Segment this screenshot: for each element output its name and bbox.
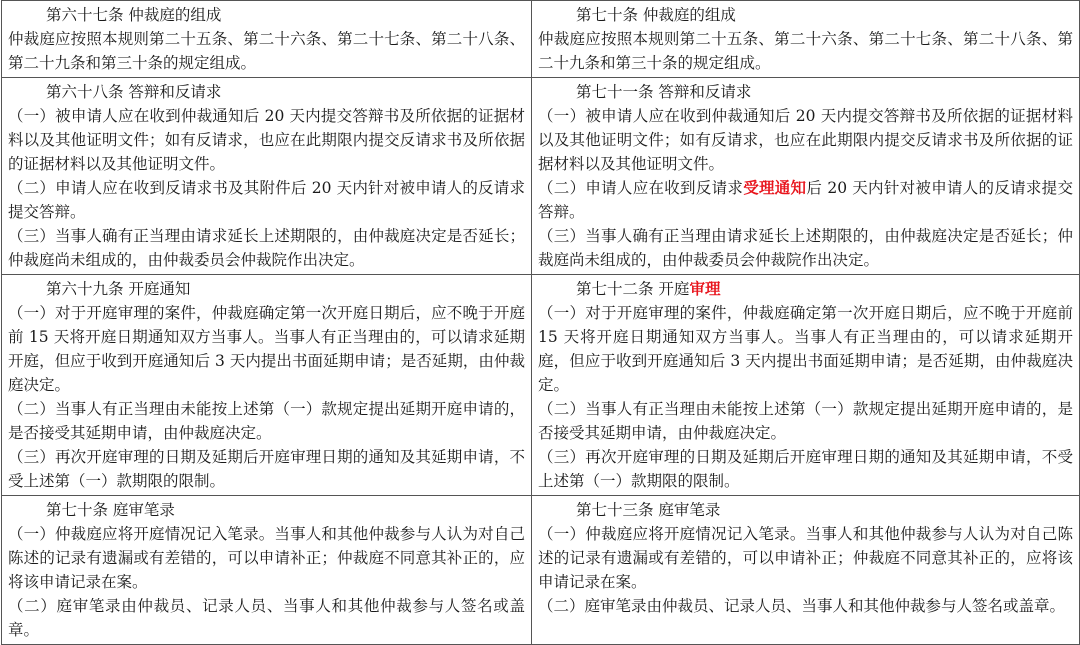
- article-title: 第七十条 庭审笔录: [46, 501, 175, 519]
- article-paragraph: （一）对于开庭审理的案件，仲裁庭确定第一次开庭日期后，应不晚于开庭前 15 天将开庭日期通知双方当事人。当事人有正当理由的，可以请求延期开庭，但应于收到开庭通知后 3 天内提出书面延期申请；是否延期，由仲裁庭决定。: [8, 304, 525, 394]
- article-paragraph: （二）庭审笔录由仲裁员、记录人员、当事人和其他仲裁参与人签名或盖章。: [8, 597, 525, 639]
- rules-comparison-table: [1, 0, 1080, 645]
- article-paragraph: 仲裁庭应按照本规则第二十五条、第二十六条、第二十七条、第二十八条、第二十九条和第三十条的规定组成。: [538, 30, 1073, 72]
- article-paragraph: （二）当事人有正当理由未能按上述第（一）款规定提出延期开庭申请的，是否接受其延期申请，由仲裁庭决定。: [8, 400, 525, 442]
- article-paragraph: （三）当事人确有正当理由请求延长上述期限的，由仲裁庭决定是否延长；仲裁庭尚未组成的，由仲裁委员会仲裁院作出决定。: [538, 227, 1073, 269]
- article-title: 第七十条 仲裁庭的组成: [576, 6, 736, 24]
- article-paragraph: （一）被申请人应在收到仲裁通知后 20 天内提交答辩书及所依据的证据材料以及其他证明文件；如有反请求，也应在此期限内提交反请求书及所依据的证据材料以及其他证明文件。: [538, 107, 1073, 173]
- amended-text-highlight: 审理: [689, 279, 721, 298]
- article-paragraph: （三）再次开庭审理的日期及延期后开庭审理日期的通知及其延期申请，不受上述第（一）款期限的限制。: [538, 448, 1073, 490]
- article-title: 第六十八条 答辩和反请求: [46, 83, 222, 101]
- new-rule-cell: [532, 496, 1080, 645]
- table-row: [2, 1, 1080, 78]
- title-text: 第七十二条 开庭: [576, 280, 690, 298]
- article-title: 第六十七条 仲裁庭的组成: [46, 6, 222, 24]
- article-title: 第七十一条 答辩和反请求: [576, 83, 752, 101]
- article-paragraph: 仲裁庭应按照本规则第二十五条、第二十六条、第二十七条、第二十八条、第二十九条和第三十条的规定组成。: [8, 30, 525, 72]
- paragraph-text: 后 20 天内针对被申请人的反请求提交答辩。: [538, 179, 1073, 221]
- article-paragraph: （三）再次开庭审理的日期及延期后开庭审理日期的通知及其延期申请，不受上述第（一）款期限的限制。: [8, 448, 525, 490]
- new-rule-cell: [532, 275, 1080, 496]
- new-rule-cell: [532, 1, 1080, 78]
- article-paragraph: （二）申请人应在收到反请求书及其附件后 20 天内针对被申请人的反请求提交答辩。: [8, 179, 525, 221]
- article-paragraph: （一）仲裁庭应将开庭情况记入笔录。当事人和其他仲裁参与人认为对自己陈述的记录有遗漏或有差错的，可以申请补正；仲裁庭不同意其补正的，应将该申请记录在案。: [538, 525, 1073, 591]
- old-rule-cell: [2, 496, 532, 645]
- table-row: [2, 496, 1080, 645]
- article-paragraph: （一）对于开庭审理的案件，仲裁庭确定第一次开庭日期后，应不晚于开庭前 15 天将开庭日期通知双方当事人。当事人有正当理由的，可以请求延期开庭，但应于收到开庭通知后 3 天内提出书面延期申请；是否延期，由仲裁庭决定。: [538, 304, 1073, 394]
- paragraph-text: （二）申请人应在收到反请求: [538, 179, 744, 197]
- old-rule-cell: [2, 275, 532, 496]
- table-row: [2, 78, 1080, 275]
- article-paragraph: [538, 176, 1073, 224]
- old-rule-cell: [2, 1, 532, 78]
- article-title: 第六十九条 开庭通知: [46, 280, 191, 298]
- article-paragraph: （二）庭审笔录由仲裁员、记录人员、当事人和其他仲裁参与人签名或盖章。: [538, 597, 1066, 615]
- article-paragraph: （二）当事人有正当理由未能按上述第（一）款规定提出延期开庭申请的，是否接受其延期申请，由仲裁庭决定。: [538, 400, 1073, 442]
- old-rule-cell: [2, 78, 532, 275]
- article-paragraph: （一）被申请人应在收到仲裁通知后 20 天内提交答辩书及所依据的证据材料以及其他证明文件；如有反请求，也应在此期限内提交反请求书及所依据的证据材料以及其他证明文件。: [8, 107, 525, 173]
- article-title: 第七十三条 庭审笔录: [576, 501, 721, 519]
- amended-text-highlight: 受理通知: [743, 178, 807, 197]
- article-title: [538, 277, 1073, 301]
- new-rule-cell: [532, 78, 1080, 275]
- article-paragraph: （三）当事人确有正当理由请求延长上述期限的，由仲裁庭决定是否延长；仲裁庭尚未组成的，由仲裁委员会仲裁院作出决定。: [8, 227, 525, 269]
- article-paragraph: （一）仲裁庭应将开庭情况记入笔录。当事人和其他仲裁参与人认为对自己陈述的记录有遗漏或有差错的，可以申请补正；仲裁庭不同意其补正的，应将该申请记录在案。: [8, 525, 525, 591]
- table-row: [2, 275, 1080, 496]
